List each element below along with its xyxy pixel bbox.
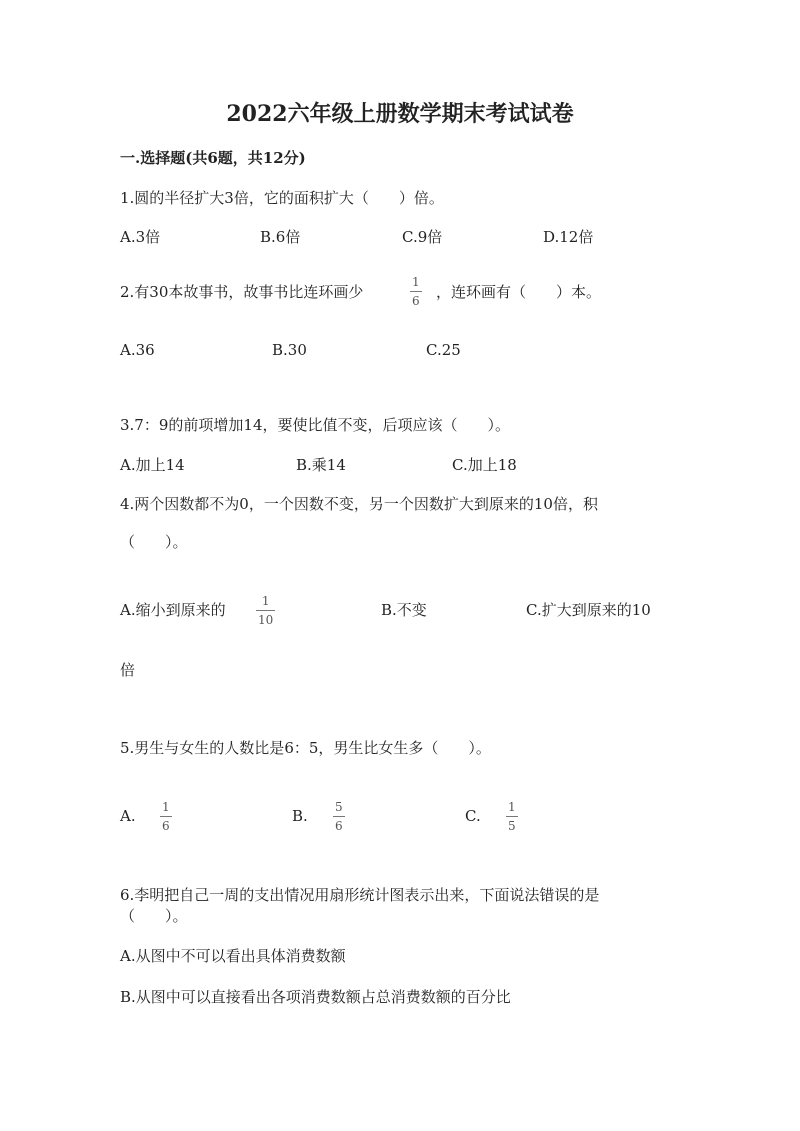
question-4-option-a-fraction	[256, 594, 275, 627]
question-6-option-a[interactable]: A.从图中不可以看出具体消费数额	[120, 947, 346, 965]
question-3-option-a[interactable]: A.加上14	[120, 456, 185, 474]
fraction-bar	[160, 816, 172, 817]
question-1-option-b[interactable]: B.6倍	[260, 228, 301, 246]
fraction-denominator: 6	[335, 819, 343, 833]
question-5-option-b-fraction	[333, 800, 345, 833]
question-2-option-a[interactable]: A.36	[120, 341, 155, 359]
question-5-option-c[interactable]: C.	[465, 807, 481, 825]
question-3-option-b[interactable]: B.乘14	[296, 456, 346, 474]
fraction-denominator: 6	[162, 819, 170, 833]
question-5-option-a[interactable]: A.	[120, 807, 136, 825]
fraction-numerator: 5	[335, 800, 343, 814]
question-2-stem-start: 2.有30本故事书，故事书比连环画少	[120, 283, 364, 301]
question-5-option-b[interactable]: B.	[292, 807, 308, 825]
question-4-option-c[interactable]: C.扩大到原来的10	[526, 601, 651, 619]
question-2-fraction	[410, 275, 422, 308]
question-4-stem-line1: 4.两个因数都不为0，一个因数不变，另一个因数扩大到原来的10倍，积	[120, 495, 598, 513]
question-4-stem-line2: （ ）。	[120, 533, 188, 551]
question-6-option-b[interactable]: B.从图中可以直接看出各项消费数额占总消费数额的百分比	[120, 988, 511, 1006]
fraction-numerator: 1	[261, 594, 270, 608]
fraction-denominator: 5	[508, 819, 516, 833]
question-5-option-c-fraction	[506, 800, 518, 833]
fraction-bar	[506, 816, 518, 817]
question-6-stem-line2: （ ）。	[120, 907, 188, 925]
question-1-option-a[interactable]: A.3倍	[120, 228, 161, 246]
question-5-stem: 5.男生与女生的人数比是6：5，男生比女生多（ ）。	[120, 739, 491, 757]
question-6-stem-line1: 6.李明把自己一周的支出情况用扇形统计图表示出来，下面说法错误的是	[120, 886, 600, 904]
question-4-option-a[interactable]: A.缩小到原来的	[120, 601, 226, 619]
fraction-numerator: 1	[412, 275, 420, 289]
fraction-bar	[333, 816, 345, 817]
question-4-option-b[interactable]: B.不变	[381, 601, 427, 619]
fraction-bar	[256, 610, 275, 611]
question-3-stem: 3.7：9的前项增加14，要使比值不变，后项应该（ ）。	[120, 416, 510, 434]
fraction-numerator: 1	[162, 800, 170, 814]
question-1-stem: 1.圆的半径扩大3倍，它的面积扩大（ ）倍。	[120, 189, 444, 207]
page-title: 2022六年级上册数学期末考试试卷	[226, 101, 574, 127]
question-3-option-c[interactable]: C.加上18	[452, 456, 517, 474]
section-heading: 一.选择题(共6题，共12分)	[120, 149, 306, 167]
question-2-option-b[interactable]: B.30	[272, 341, 307, 359]
question-1-option-d[interactable]: D.12倍	[543, 228, 594, 246]
fraction-bar	[410, 291, 422, 292]
question-1-option-c[interactable]: C.9倍	[402, 228, 443, 246]
fraction-denominator: 6	[412, 294, 420, 308]
question-4-option-c-continued: 倍	[120, 661, 136, 679]
question-2-option-c[interactable]: C.25	[426, 341, 461, 359]
fraction-numerator: 1	[508, 800, 516, 814]
question-2-stem-end: ，连环画有（ ）本。	[436, 283, 602, 301]
fraction-denominator: 10	[258, 613, 274, 627]
question-5-option-a-fraction	[160, 800, 172, 833]
